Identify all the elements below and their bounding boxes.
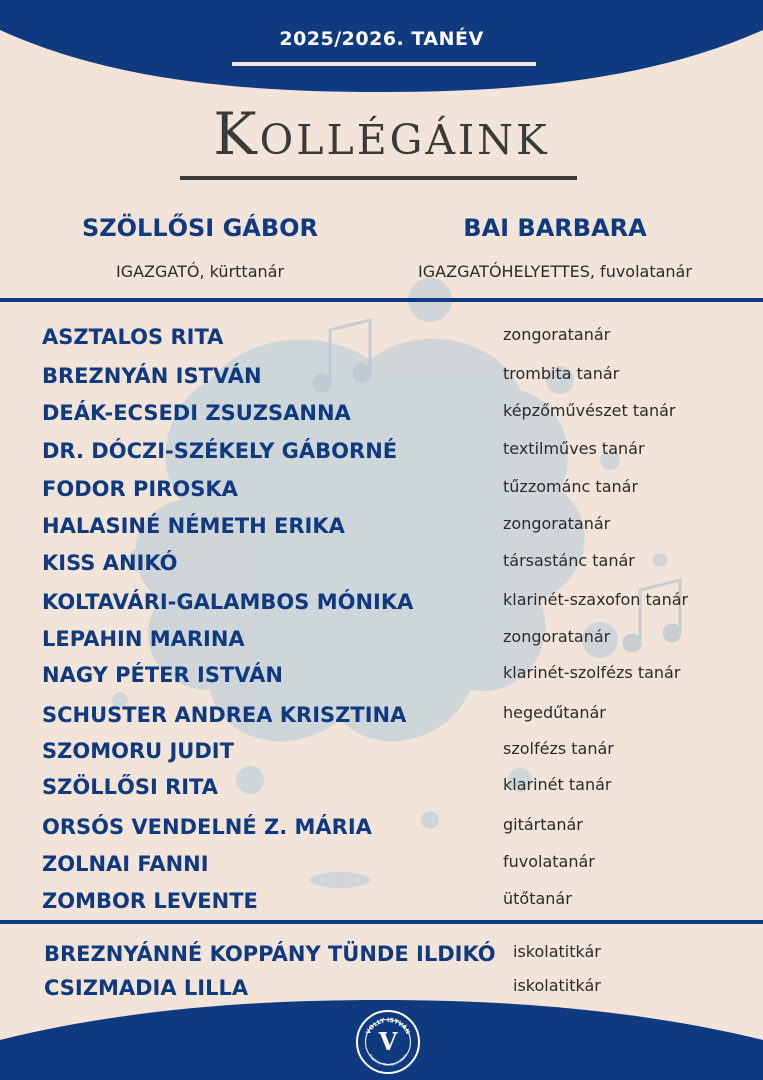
teacher-name: ZOMBOR LEVENTE [42, 889, 258, 913]
list-item [0, 325, 763, 355]
teacher-role: trombita tanár [503, 364, 620, 383]
list-item [0, 364, 763, 394]
teacher-role: zongoratanár [503, 627, 611, 646]
teacher-name: KISS ANIKÓ [42, 551, 178, 575]
teacher-name: DR. DÓCZI-SZÉKELY GÁBORNÉ [42, 439, 398, 463]
school-year-underline [232, 62, 536, 66]
staff-role: iskolatitkár [513, 942, 601, 961]
leader-name-1: SZÖLLŐSI GÁBOR [81, 214, 319, 242]
list-item [0, 739, 763, 769]
teacher-name: FODOR PIROSKA [42, 477, 238, 501]
list-item [0, 775, 763, 805]
list-item [0, 514, 763, 544]
teacher-name: BREZNYÁN ISTVÁN [42, 364, 262, 388]
teacher-role: képzőművészet tanár [503, 401, 676, 420]
list-item [0, 477, 763, 507]
teacher-role: társastánc tanár [503, 551, 635, 570]
teacher-name: ORSÓS VENDELNÉ Z. MÁRIA [42, 815, 372, 839]
logo-monogram: V [365, 1019, 411, 1065]
teacher-role: klarinét tanár [503, 775, 612, 794]
list-item [0, 401, 763, 431]
teacher-name: NAGY PÉTER ISTVÁN [42, 663, 283, 687]
school-logo [356, 1010, 420, 1074]
svg-text:VOLLY ISTVÁN: VOLLY ISTVÁN [364, 1016, 412, 1036]
teacher-role: gitártanár [503, 815, 583, 834]
list-item [0, 976, 763, 1006]
teacher-name: DEÁK-ECSEDI ZSUZSANNA [42, 401, 351, 425]
teacher-role: hegedűtanár [503, 703, 606, 722]
teacher-name: SZÖLLŐSI RITA [42, 775, 218, 799]
teacher-name: SZOMORU JUDIT [42, 739, 234, 763]
teacher-role: tűzzománc tanár [503, 477, 639, 496]
school-year-label: 2025/2026. TANÉV [279, 28, 484, 50]
leader-role-1: IGAZGATÓ, kürttanár [115, 262, 285, 281]
teacher-role: zongoratanár [503, 325, 611, 344]
staff-name: BREZNYÁNNÉ KOPPÁNY TÜNDE ILDIKÓ [44, 942, 496, 966]
list-item [0, 663, 763, 693]
leader-name-2: BAI BARBARA [463, 214, 647, 242]
divider-bottom [0, 920, 763, 924]
teacher-name: ZOLNAI FANNI [42, 852, 209, 876]
teacher-role: szolfézs tanár [503, 739, 614, 758]
divider-top [0, 298, 763, 302]
list-item [0, 551, 763, 581]
teacher-name: KOLTAVÁRI-GALAMBOS MÓNIKA [42, 590, 414, 614]
teacher-role: fuvolatanár [503, 852, 595, 871]
list-item [0, 703, 763, 733]
teacher-role: klarinét-szolfézs tanár [503, 663, 681, 682]
svg-text:Alapfokú Művészeti Iskola: Alapfokú Művészeti Iskola [367, 1053, 409, 1068]
list-item [0, 852, 763, 882]
list-item [0, 815, 763, 845]
list-item [0, 627, 763, 657]
list-item [0, 590, 763, 620]
teacher-name: HALASINÉ NÉMETH ERIKA [42, 514, 345, 538]
page-title: Kollégáink [213, 100, 550, 168]
teacher-role: textilműves tanár [503, 439, 645, 458]
teacher-name: SCHUSTER ANDREA KRISZTINA [42, 703, 407, 727]
teacher-role: ütőtanár [503, 889, 572, 908]
list-item [0, 942, 763, 972]
title-underline [180, 176, 577, 180]
list-item [0, 889, 763, 919]
staff-name: CSIZMADIA LILLA [44, 976, 249, 1000]
list-item [0, 439, 763, 469]
leader-role-2: IGAZGATÓHELYETTES, fuvolatanár [418, 262, 692, 281]
teacher-name: ASZTALOS RITA [42, 325, 224, 349]
teacher-role: zongoratanár [503, 514, 611, 533]
teacher-role: klarinét-szaxofon tanár [503, 590, 689, 609]
teacher-name: LEPAHIN MARINA [42, 627, 245, 651]
staff-role: iskolatitkár [513, 976, 601, 995]
